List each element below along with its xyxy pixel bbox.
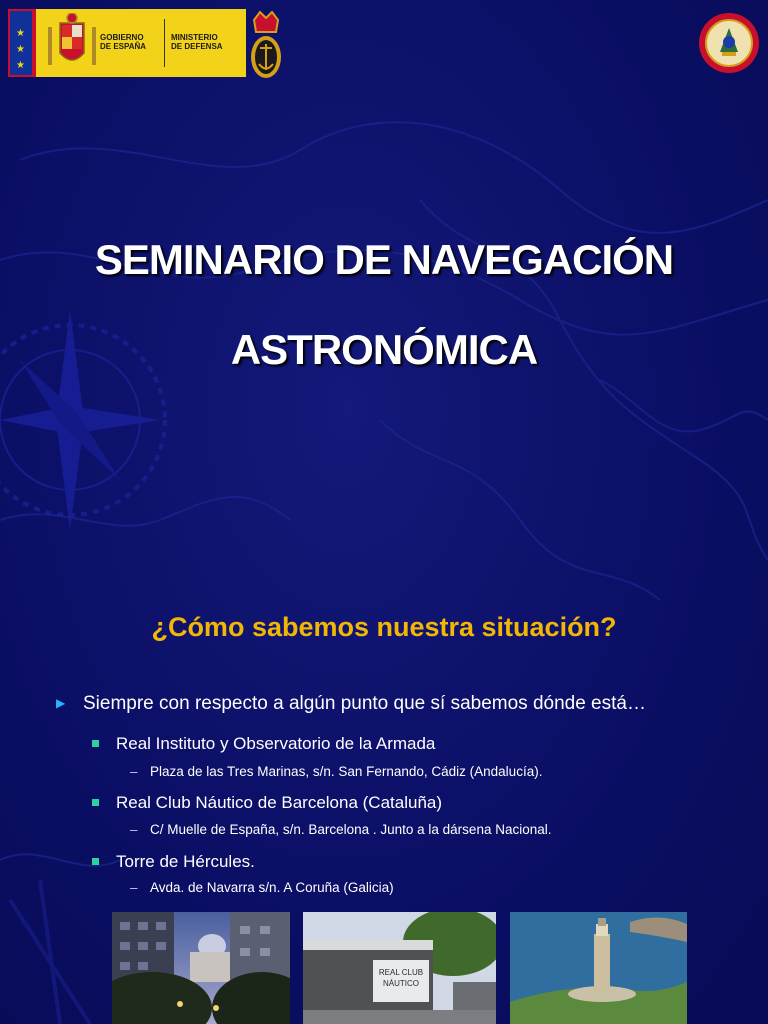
armada-anchor-emblem-icon <box>248 10 284 80</box>
government-header-band <box>8 9 246 77</box>
real-club-nautico-photo <box>303 912 496 1024</box>
dash-bullet: – <box>130 822 138 837</box>
club-sign-line2: NÁUTICO <box>383 979 419 988</box>
eu-flag <box>10 11 32 75</box>
main-bullet-text: Siempre con respecto a algún punto que sí sabemos dónde está… <box>83 693 646 714</box>
list-item-detail-text: C/ Muelle de España, s/n. Barcelona . Junto a la dársena Nacional. <box>150 822 552 837</box>
slide-title-line1: SEMINARIO DE NAVEGACIÓN <box>94 236 674 283</box>
star-icon: ★ <box>16 60 25 71</box>
ministerio-de-defensa-label: MINISTERIO DE DEFENSA <box>171 33 223 51</box>
header-separator <box>164 19 165 67</box>
star-icon: ★ <box>16 44 25 55</box>
list-item-label: Real Instituto y Observatorio de la Armada <box>116 734 436 753</box>
square-bullet-icon <box>92 799 99 806</box>
square-bullet-icon <box>92 858 99 865</box>
institution-seal-icon <box>698 12 760 74</box>
section-subtitle: ¿Cómo sabemos nuestra situación? <box>151 612 617 642</box>
gobierno-de-espana-label: GOBIERNO DE ESPAÑA <box>100 33 147 51</box>
dash-bullet: – <box>130 880 138 895</box>
slide-title-line2: ASTRONÓMICA <box>230 326 538 373</box>
spain-coat-of-arms-icon <box>42 13 102 73</box>
torre-de-hercules-photo <box>510 912 687 1024</box>
list-item-label: Torre de Hércules. <box>116 852 255 871</box>
list-item-label: Real Club Náutico de Barcelona (Cataluña) <box>116 793 443 812</box>
list-item-detail-text: Avda. de Navarra s/n. A Coruña (Galicia) <box>150 880 394 895</box>
square-bullet-icon <box>92 740 99 747</box>
star-icon: ★ <box>16 28 25 39</box>
list-item-detail-text: Plaza de las Tres Marinas, s/n. San Fernando, Cádiz (Andalucía). <box>150 764 543 779</box>
club-sign-line1: REAL CLUB <box>378 968 424 977</box>
observatory-photo <box>112 912 290 1024</box>
dash-bullet: – <box>130 764 138 779</box>
triangle-bullet-icon: ▶ <box>56 696 66 710</box>
